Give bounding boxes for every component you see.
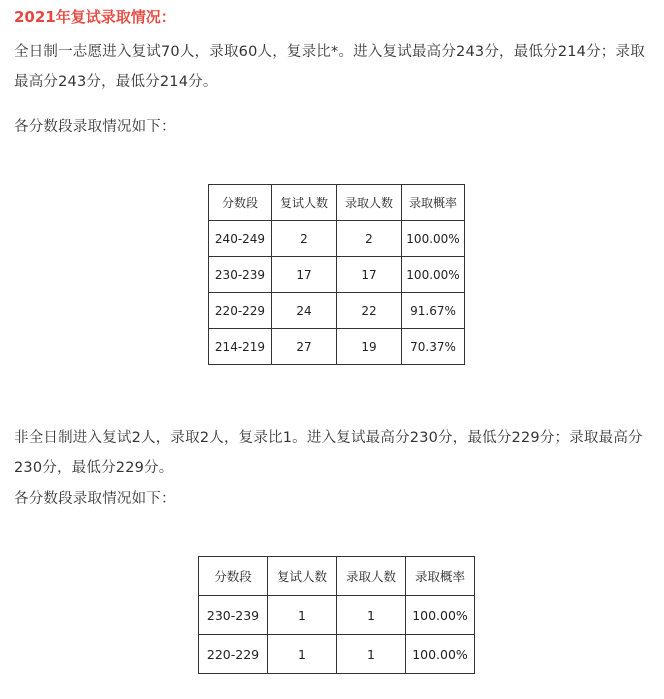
table-row bbox=[199, 596, 475, 635]
table-cell: 2 bbox=[272, 221, 337, 257]
table-cell: 91.67% bbox=[402, 293, 465, 329]
table-cell: 70.37% bbox=[402, 329, 465, 365]
column-header-admission-rate: 录取概率 bbox=[406, 557, 475, 596]
table-cell: 220-229 bbox=[209, 293, 272, 329]
table-row bbox=[199, 635, 475, 674]
column-header-score-range: 分数段 bbox=[209, 185, 272, 221]
full-time-breakdown-label: 各分数段录取情况如下： bbox=[14, 119, 176, 135]
table-row bbox=[209, 293, 465, 329]
column-header-admitted-count: 录取人数 bbox=[337, 185, 402, 221]
table-cell: 24 bbox=[272, 293, 337, 329]
table-cell: 100.00% bbox=[402, 257, 465, 293]
table-cell: 17 bbox=[337, 257, 402, 293]
full-time-summary: 全日制一志愿进入复试70人，录取60人，复录比*。进入复试最高分243分，最低分214分；录取最高分243分，最低分214分。 bbox=[14, 44, 645, 90]
table-cell: 100.00% bbox=[406, 635, 475, 674]
table-row bbox=[209, 329, 465, 365]
table-cell: 19 bbox=[337, 329, 402, 365]
table-cell: 214-219 bbox=[209, 329, 272, 365]
table-cell: 1 bbox=[337, 596, 406, 635]
table-cell: 22 bbox=[337, 293, 402, 329]
column-header-admitted-count: 录取人数 bbox=[337, 557, 406, 596]
table-cell: 1 bbox=[268, 635, 337, 674]
table-row bbox=[209, 221, 465, 257]
table-cell: 2 bbox=[337, 221, 402, 257]
table-header-row bbox=[209, 185, 465, 221]
table-row bbox=[209, 257, 465, 293]
table-cell: 220-229 bbox=[199, 635, 268, 674]
table-cell: 100.00% bbox=[402, 221, 465, 257]
table-cell: 27 bbox=[272, 329, 337, 365]
table-header-row bbox=[199, 557, 475, 596]
column-header-retest-count: 复试人数 bbox=[268, 557, 337, 596]
table-cell: 1 bbox=[337, 635, 406, 674]
column-header-retest-count: 复试人数 bbox=[272, 185, 337, 221]
table-cell: 100.00% bbox=[406, 596, 475, 635]
table-cell: 240-249 bbox=[209, 221, 272, 257]
part-time-breakdown-label: 各分数段录取情况如下： bbox=[14, 491, 176, 507]
part-time-summary: 非全日制进入复试2人，录取2人，复录比1。进入复试最高分230分，最低分229分；录取最高分230分，最低分229分。 bbox=[14, 430, 643, 476]
full-time-score-table bbox=[208, 184, 465, 365]
table-cell: 230-239 bbox=[199, 596, 268, 635]
table-cell: 230-239 bbox=[209, 257, 272, 293]
table-cell: 17 bbox=[272, 257, 337, 293]
column-header-admission-rate: 录取概率 bbox=[402, 185, 465, 221]
section-heading: 2021年复试录取情况： bbox=[14, 8, 176, 26]
table-cell: 1 bbox=[268, 596, 337, 635]
column-header-score-range: 分数段 bbox=[199, 557, 268, 596]
part-time-score-table bbox=[198, 556, 475, 674]
